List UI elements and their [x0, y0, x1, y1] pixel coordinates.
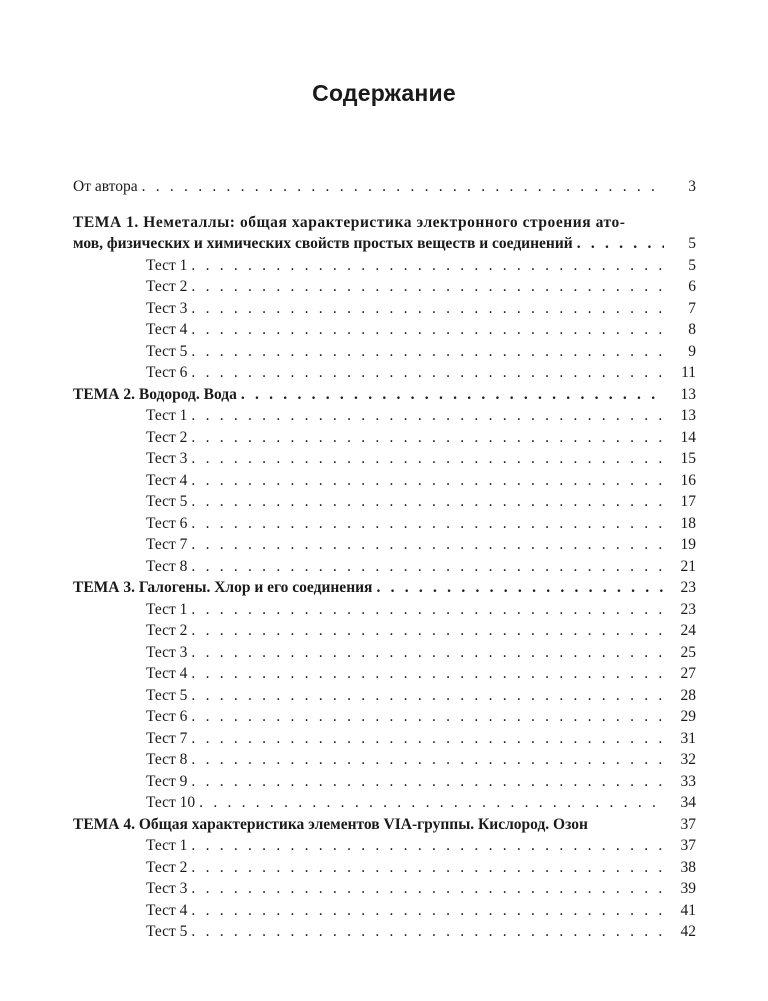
test-label: Тест 5 — [146, 686, 188, 704]
test-label: Тест 4 — [146, 901, 188, 919]
topic-title-cont: мов, физических и химических свойств простых веществ и соединений — [73, 235, 573, 252]
dot-leader — [191, 341, 664, 363]
toc-test-entry[interactable] — [73, 319, 696, 341]
toc-test-entry[interactable] — [73, 685, 696, 707]
dot-leader — [191, 448, 664, 470]
page-number: 6 — [688, 278, 696, 295]
page-number: 16 — [680, 471, 696, 489]
topic-prefix: ТЕМА 1. — [73, 213, 139, 231]
dot-leader — [191, 255, 664, 277]
toc-test-entry[interactable] — [73, 728, 696, 750]
page-number: 7 — [688, 299, 696, 317]
toc-test-entry[interactable] — [73, 362, 696, 384]
dot-leader — [191, 534, 664, 556]
page-number: 23 — [680, 579, 696, 596]
toc-test-entry[interactable] — [73, 448, 696, 470]
page-number: 9 — [688, 342, 696, 360]
page-number: 41 — [680, 901, 696, 919]
topic-title: Общая характеристика элементов VIA-группы. Кислород. Озон — [138, 815, 588, 833]
dot-leader — [191, 685, 664, 707]
page-number: 18 — [680, 514, 696, 532]
page-number: 8 — [688, 321, 696, 338]
page-number: 37 — [680, 837, 696, 854]
test-label: Тест 9 — [146, 772, 188, 790]
toc-test-entry[interactable] — [73, 513, 696, 535]
toc-topic-1-line1[interactable] — [73, 212, 696, 234]
dot-leader — [191, 362, 664, 384]
page-number: 13 — [680, 407, 696, 424]
table-of-contents — [73, 176, 696, 943]
dot-leader — [142, 176, 664, 198]
toc-test-entry[interactable] — [73, 427, 696, 449]
toc-test-entry[interactable] — [73, 405, 696, 427]
toc-topic-3[interactable] — [73, 577, 696, 599]
toc-test-entry[interactable] — [73, 255, 696, 277]
test-label: Тест 2 — [146, 428, 188, 446]
test-label: Тест 6 — [146, 364, 188, 381]
dot-leader — [191, 921, 664, 943]
dot-leader — [191, 642, 664, 664]
test-label: Тест 10 — [146, 794, 196, 811]
dot-leader — [577, 233, 664, 255]
test-label: Тест 5 — [146, 923, 188, 940]
dot-leader — [191, 599, 664, 621]
page-number: 23 — [680, 600, 696, 618]
toc-test-entry[interactable] — [73, 900, 696, 922]
dot-leader — [191, 491, 664, 513]
toc-test-entry[interactable] — [73, 771, 696, 793]
dot-leader — [191, 513, 664, 535]
dot-leader — [241, 384, 664, 406]
toc-topic-4[interactable] — [73, 814, 696, 836]
toc-test-entry[interactable] — [73, 706, 696, 728]
page-number: 5 — [688, 235, 696, 252]
test-label: Тест 4 — [146, 321, 188, 338]
page-number: 38 — [680, 858, 696, 876]
test-label: Тест 1 — [146, 837, 188, 854]
test-label: Тест 6 — [146, 514, 188, 532]
toc-test-entry[interactable] — [73, 792, 696, 814]
test-label: Тест 3 — [146, 880, 188, 897]
test-label: Тест 4 — [146, 471, 188, 489]
test-label: Тест 4 — [146, 665, 188, 682]
toc-test-entry[interactable] — [73, 620, 696, 642]
test-label: Тест 5 — [146, 342, 188, 360]
dot-leader — [191, 835, 664, 857]
dot-leader — [191, 900, 664, 922]
page-number: 39 — [680, 880, 696, 897]
toc-topic-2[interactable] — [73, 384, 696, 406]
dot-leader — [191, 857, 664, 879]
test-label: Тест 2 — [146, 278, 188, 295]
dot-leader — [199, 792, 664, 814]
toc-test-entry[interactable] — [73, 556, 696, 578]
page-number: 28 — [680, 686, 696, 704]
dot-leader — [376, 577, 664, 599]
test-label: Тест 1 — [146, 256, 188, 274]
test-label: Тест 3 — [146, 643, 188, 661]
topic-title: Галогены. Хлор и его соединения — [138, 579, 373, 596]
test-label: Тест 5 — [146, 493, 188, 510]
toc-test-entry[interactable] — [73, 341, 696, 363]
page-number: 37 — [680, 815, 696, 833]
dot-leader — [191, 298, 664, 320]
toc-test-entry[interactable] — [73, 857, 696, 879]
page-number: 33 — [680, 772, 696, 790]
page-number: 19 — [680, 536, 696, 553]
test-label: Тест 2 — [146, 858, 188, 876]
dot-leader — [191, 470, 664, 492]
page-number: 11 — [681, 364, 696, 381]
test-label: Тест 3 — [146, 299, 188, 317]
page-number: 21 — [680, 557, 696, 575]
dot-leader — [191, 706, 664, 728]
toc-test-entry[interactable] — [73, 470, 696, 492]
toc-topic-1[interactable] — [73, 233, 696, 255]
page-number: 17 — [680, 493, 696, 510]
dot-leader — [191, 663, 664, 685]
page-number: 13 — [680, 385, 696, 403]
topic-prefix: ТЕМА 2. — [73, 385, 135, 403]
page-number: 32 — [680, 751, 696, 768]
test-label: Тест 7 — [146, 536, 188, 553]
page-number: 3 — [688, 178, 696, 195]
page-number: 42 — [680, 923, 696, 940]
dot-leader — [191, 276, 664, 298]
page-number: 5 — [688, 256, 696, 274]
test-label: Тест 8 — [146, 557, 188, 575]
page-number: 15 — [680, 450, 696, 467]
dot-leader — [191, 427, 664, 449]
page-number: 25 — [680, 643, 696, 661]
page-number: 27 — [680, 665, 696, 682]
test-label: Тест 1 — [146, 600, 188, 618]
topic-title: Неметаллы: общая характеристика электронного строения ато- — [143, 213, 626, 231]
test-label: Тест 2 — [146, 622, 188, 639]
page-title: Содержание — [312, 80, 456, 106]
topic-prefix: ТЕМА 4. — [73, 815, 135, 833]
toc-test-entry[interactable] — [73, 491, 696, 513]
toc-entry-intro[interactable] — [73, 176, 696, 198]
page-number: 29 — [680, 708, 696, 725]
topic-title: Водород. Вода — [138, 385, 237, 403]
page-number: 14 — [680, 428, 696, 446]
dot-leader — [191, 771, 664, 793]
test-label: Тест 8 — [146, 751, 188, 768]
dot-leader — [191, 405, 664, 427]
toc-test-entry[interactable] — [73, 835, 696, 857]
test-label: Тест 6 — [146, 708, 188, 725]
page-number: 34 — [680, 794, 696, 811]
test-label: Тест 7 — [146, 729, 188, 747]
dot-leader — [191, 620, 664, 642]
page-number: 24 — [680, 622, 696, 639]
toc-entry-label: От автора — [73, 178, 138, 195]
test-label: Тест 1 — [146, 407, 188, 424]
dot-leader — [191, 728, 664, 750]
dot-leader — [191, 878, 664, 900]
topic-prefix: ТЕМА 3. — [73, 579, 135, 596]
toc-test-entry[interactable] — [73, 921, 696, 943]
dot-leader — [191, 749, 664, 771]
toc-test-entry[interactable] — [73, 663, 696, 685]
dot-leader — [191, 319, 664, 341]
toc-test-entry[interactable] — [73, 599, 696, 621]
toc-test-entry[interactable] — [73, 298, 696, 320]
toc-test-entry[interactable] — [73, 878, 696, 900]
page-number: 31 — [680, 729, 696, 747]
dot-leader — [191, 556, 664, 578]
test-label: Тест 3 — [146, 450, 188, 467]
toc-test-entry[interactable] — [73, 642, 696, 664]
toc-test-entry[interactable] — [73, 276, 696, 298]
toc-test-entry[interactable] — [73, 749, 696, 771]
toc-test-entry[interactable] — [73, 534, 696, 556]
